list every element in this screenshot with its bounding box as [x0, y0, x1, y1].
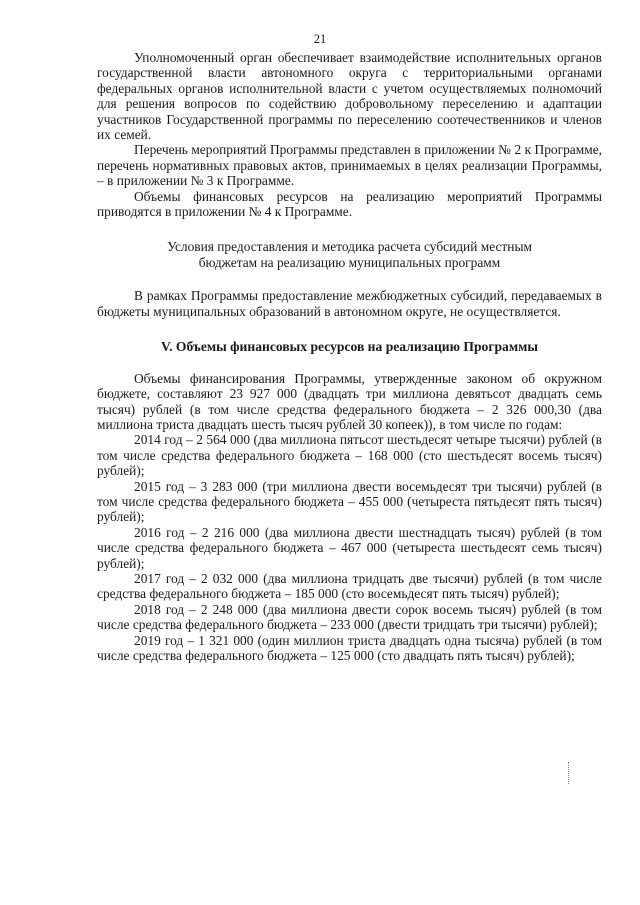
subsection-title-line-1: Условия предоставления и методика расчета субсидий местным [167, 239, 532, 255]
document-body [97, 50, 602, 663]
paragraph-funding-intro: Объемы финансирования Программы, утвержденные законом об окружном бюджете, составляют 23 927 000 (двадцать три миллиона девятьсот двадцать семь тысяч) рублей (в том числе средства федерального бюджета – 2 326 000,30 (два миллиона триста двадцать шесть тысяч рублей 30 копеек)), в том числе по годам: [97, 370, 602, 432]
scan-artifact [568, 762, 571, 784]
section-title: V. Объемы финансовых ресурсов на реализацию Программы [161, 339, 538, 355]
funding-year-2017: 2017 год – 2 032 000 (два миллиона тридцать две тысячи) рублей (в том числе средства федерального бюджета – 185 000 (сто восемьдесят пять тысяч) рублей); [97, 570, 602, 602]
subsection-title [97, 239, 602, 271]
funding-year-2019: 2019 год – 1 321 000 (один миллион триста двадцать одна тысяча) рублей (в том числе средства федерального бюджета – 125 000 (сто двадцать пять тысяч) рублей); [97, 632, 602, 663]
paragraph-financial-volumes: Объемы финансовых ресурсов на реализацию мероприятий Программы приводятся в приложении № 4 к Программе. [97, 188, 602, 220]
page-number: 21 [313, 32, 327, 46]
funding-year-2014: 2014 год – 2 564 000 (два миллиона пятьсот шестьдесят четыре тысячи) рублей (в том числе средства федерального бюджета – 168 000 (сто шестьдесят восемь тысяч) рублей); [97, 432, 602, 479]
paragraph-coordination: Уполномоченный орган обеспечивает взаимодействие исполнительных органов государственной власти автономного округа с территориальными органами федеральных органов исполнительной власти с учетом осуществляемых полномочий для решения вопросов по содействию добровольному переселению и адаптации участников Государственной программы по переселению соотечественников и членов их семей. [97, 50, 602, 143]
funding-year-2015: 2015 год – 3 283 000 (три миллиона двести восемьдесят три тысячи) рублей (в том числе средства федерального бюджета – 455 000 (четыреста пятьдесят пять тысяч) рублей); [97, 478, 602, 525]
funding-year-2018: 2018 год – 2 248 000 (два миллиона двести сорок восемь тысяч) рублей (в том числе средства федерального бюджета – 233 000 (двести тридцать три тысячи) рублей); [97, 601, 602, 633]
funding-year-2016: 2016 год – 2 216 000 (два миллиона двести шестнадцать тысяч) рублей (в том числе средства федерального бюджета – 467 000 (четыреста шестьдесят семь тысяч) рублей); [97, 524, 602, 571]
paragraph-activities-list: Перечень мероприятий Программы представлен в приложении № 2 к Программе, перечень нормативных правовых актов, принимаемых в целях реализации Программы, – в приложении № 3 к Программе. [97, 142, 602, 189]
paragraph-subsidies: В рамках Программы предоставление межбюджетных субсидий, передаваемых в бюджеты муниципальных образований в автономном округе, не осуществляется. [97, 288, 602, 319]
subsection-title-line-2: бюджетам на реализацию муниципальных программ [198, 255, 501, 271]
